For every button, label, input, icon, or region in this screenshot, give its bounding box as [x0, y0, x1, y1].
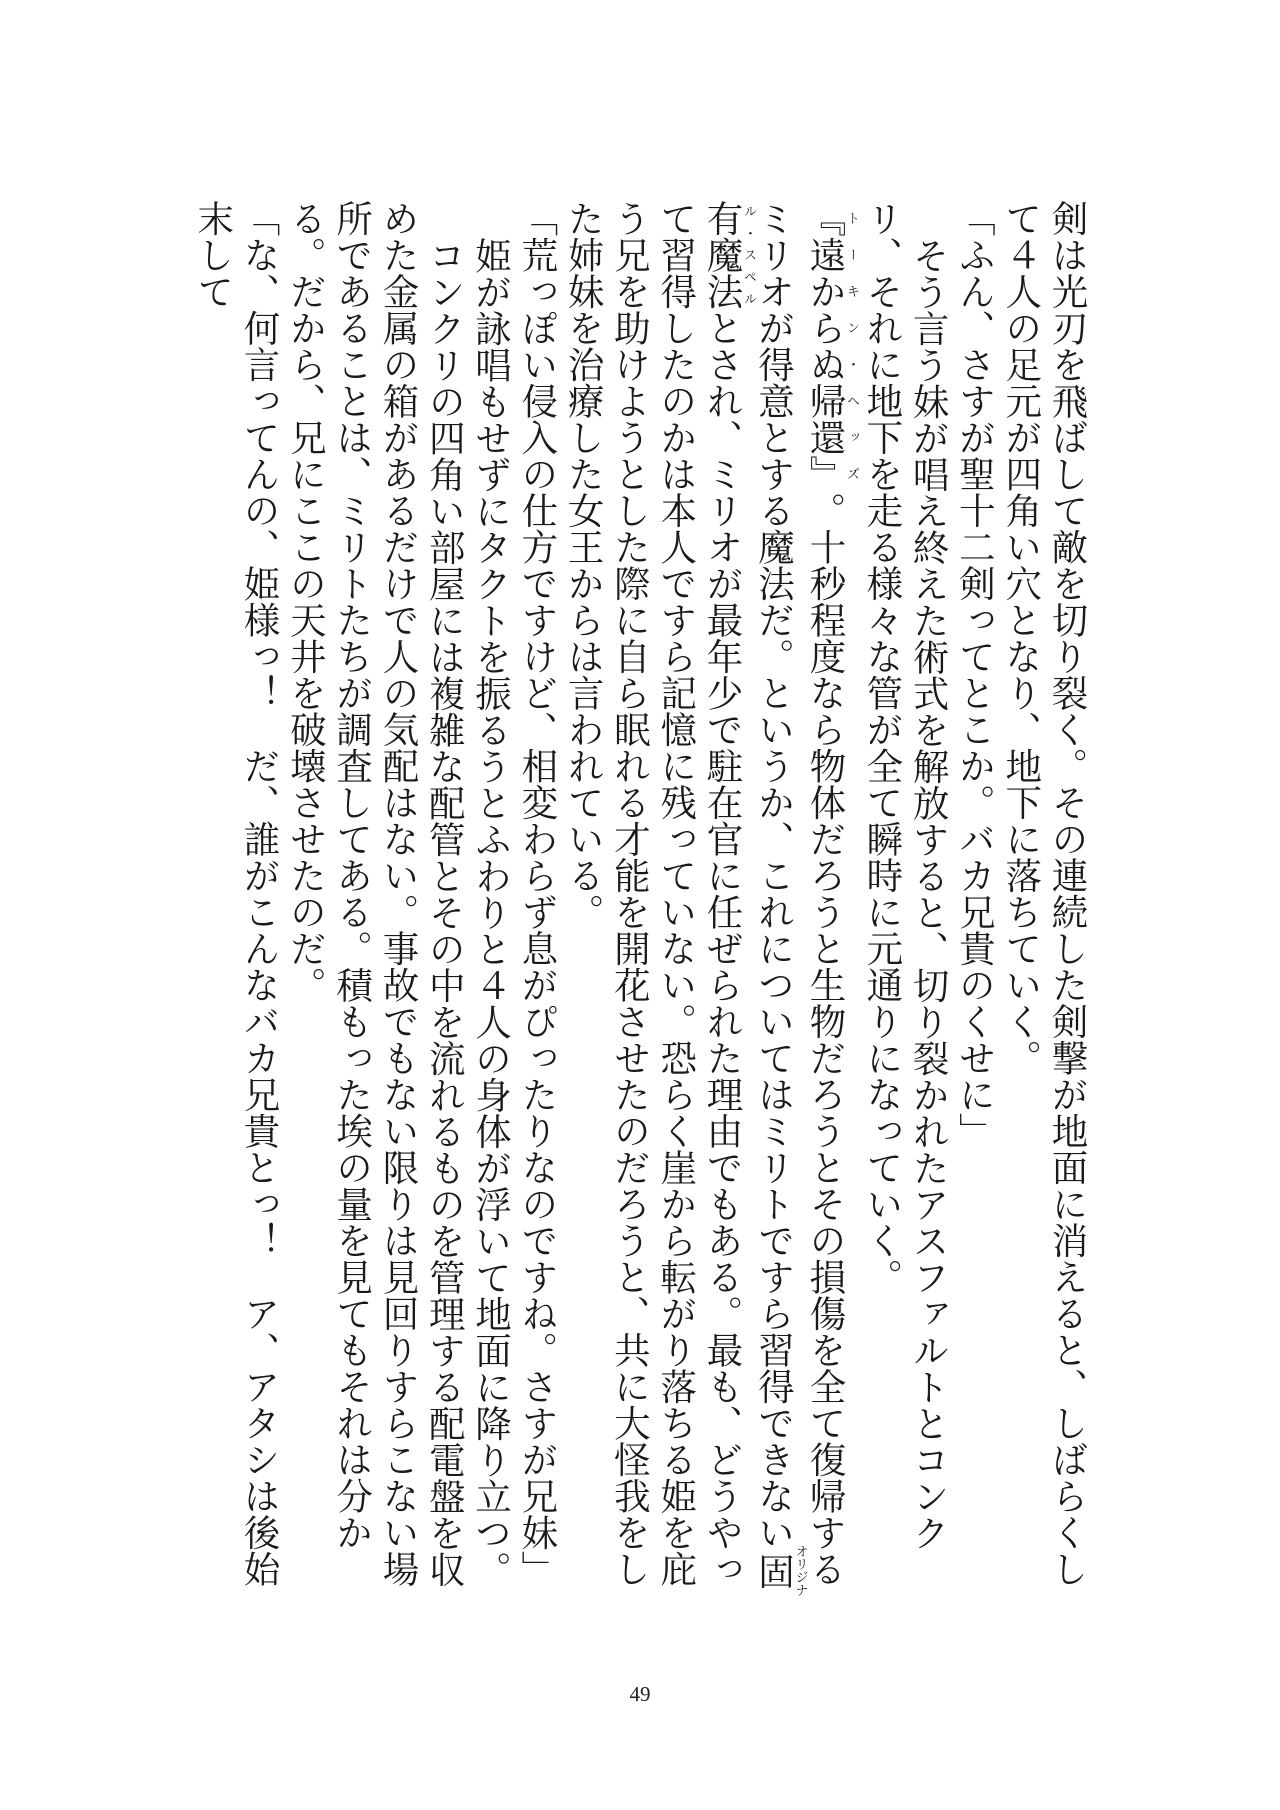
page-number: 49 — [629, 1682, 651, 1706]
ruby-reading-1: トーキン・ヘッズ — [844, 200, 860, 492]
ruby-para-after: とされ、ミリオが最年少で駐在官に任ぜられた理由でもある。最も、どうやって習得したのかは本人ですら記憶に残っていない。恐らく崖から転がり落ちる姫を庇う兄を助けようとした際に自ら眠れる才能を開花させたのだろうと、共に大怪我をした姉妹を治療した女王からは言われている。 — [562, 200, 745, 1587]
ruby-tokin-heads — [804, 200, 860, 492]
ruby-base-2: 固有魔法 — [701, 200, 796, 1597]
paragraph-3: そう言う妹が唱え終えた術式を解放すると、切り裂かれたアスファルトとコンクリ、それに地下を走る様々な管が全て瞬時に元通りになっていく。 — [860, 200, 951, 1551]
paragraph-5: 「荒っぽい侵入の仕方ですけど、相変わらず息がぴったりなのですね。さすが兄妹」 — [515, 200, 559, 1587]
vertical-body-text — [150, 200, 1090, 1620]
ruby-para-middle: 。十秒程度なら物体だろうと生物だろうとその損傷を全て復帰するミリオが得意とする魔法だ。というか、これについてはミリトですら習得できない — [752, 200, 848, 1587]
paragraph-1: 剣は光刃を飛ばして敵を切り裂く。その連続した剣撃が地面に消えると、しばらくして４人の足元が四角い穴となり、地下に落ちていく。 — [999, 200, 1089, 1587]
paragraph-2: 「ふん、さすが聖十二剣ってとこか。バカ兄貴のくせに」 — [953, 200, 997, 1149]
paragraph-6: 姫が詠唱もせずにタクトを振るうとふわりと４人の身体が浮いて地面に降り立つ。 — [469, 236, 513, 1587]
paragraph-4-with-ruby — [560, 200, 859, 1620]
paragraph-8: 「な、何言ってんの、姫様っ！ だ、誰がこんなバカ兄貴とっ！ ア、アタシは後始末して — [191, 200, 282, 1587]
ruby-base-1: 『遠からぬ帰還』 — [804, 200, 848, 492]
paragraph-7: コンクリの四角い部屋には複雑な配管とその中を流れるものを管理する配電盤を収めた金属の箱があるだけで人の気配はない。事故でもない限りは見回りすらこない場所であることは、ミリトたちが調査してある。積もった埃の量を見てもそれは分かる。だから、兄にここの天井を破壊させたのだ。 — [284, 200, 467, 1587]
ruby-reading-2: オリジナル・スペル — [741, 200, 808, 1597]
